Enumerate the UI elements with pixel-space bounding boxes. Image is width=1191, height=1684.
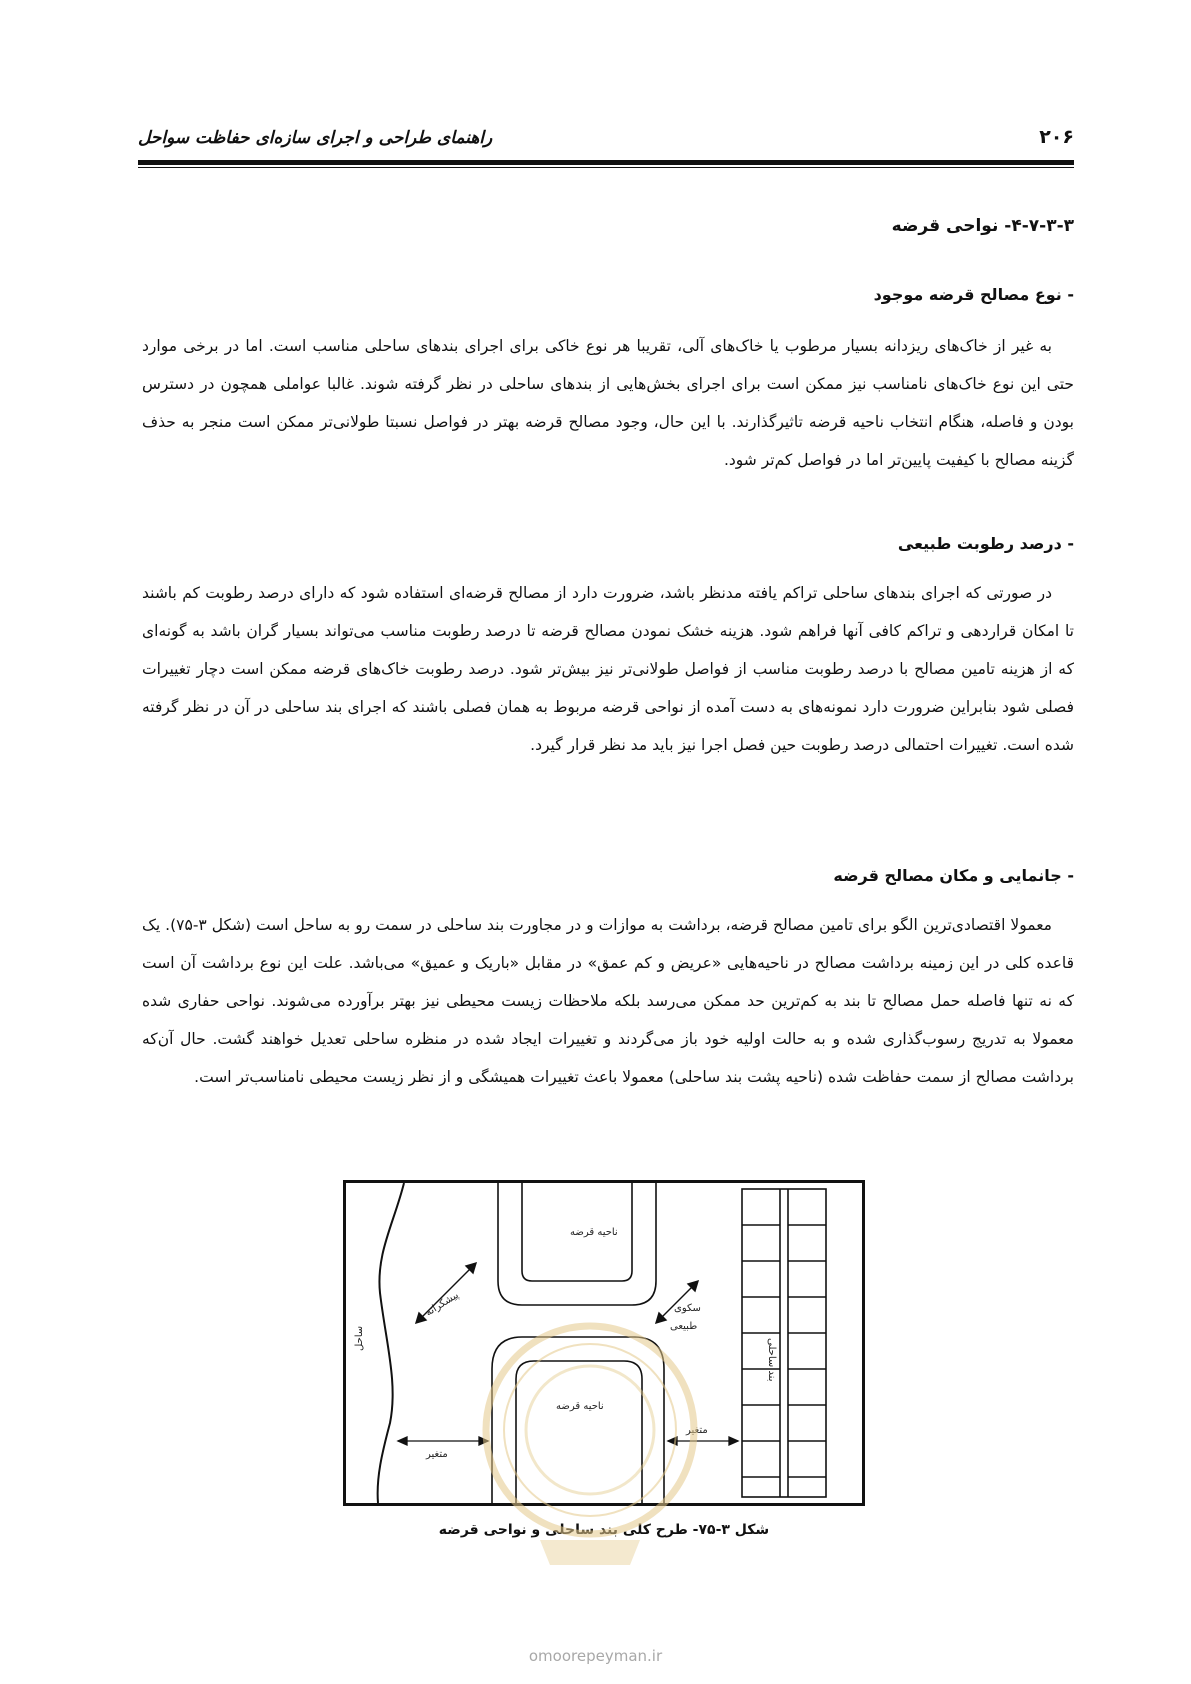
watermark-seal bbox=[470, 1310, 710, 1580]
paragraph-borrow-location: معمولا اقتصادی‌ترین الگو برای تامین مصالح قرضه، برداشت به موازات و در مجاورت بند ساحلی در سمت رو به ساحل است (شکل ۳-۷۵). یک قاعده کلی در این زمینه برداشت مصالح در ناحیه‌هایی «عریض و کم عمق» در مقابل «باریک و عمیق» می‌باشد. علت این نوع برداشت آن است که نه تنها فاصله حمل مصالح تا بند به کم‌ترین حد ممکن می‌رسد بلکه ملاحظات زیست محیطی نیز بهتر برآورده می‌شوند. نواحی حفاری شده معمولا به تدریج رسوب‌گذاری شده و به حالت اولیه خود باز می‌گردند و تغییرات ایجاد شده در منظره ساحلی تعدیل خواهند گشت. حال آن‌که برداشت مصالح از سمت حفاظت شده (ناحیه پشت بند ساحلی) معمولا باعث تغییرات همیشگی و از نظر زیست محیطی نامناسب‌تر است. bbox=[142, 916, 1074, 1086]
label-natural-berm-2: طبیعی bbox=[670, 1321, 698, 1332]
heading-borrow-material-type: - نوع مصالح قرضه موجود bbox=[873, 285, 1074, 304]
borrow-area-top bbox=[498, 1183, 656, 1305]
paragraph-borrow-material-type: به غیر از خاک‌های ریزدانه بسیار مرطوب یا خاک‌های آلی، تقریبا هر نوع خاکی برای اجرای بندهای ساحلی مناسب است. اما در برخی موارد حتی این نوع خاک‌های نامناسب نیز ممکن است برای اجرای بخش‌هایی از بندهای ساحلی در نظر گرفته شوند. غالبا عواملی همچون در دسترس بودن و فاصله، هنگام انتخاب ناحیه قرضه تاثیرگذارند. با این حال، وجود مصالح قرضه بهتر در فواصل نسبتا طولانی‌تر ممکن است منجر به حذف گزینه مصالح با کیفیت پایین‌تر اما در فواصل کم‌تر شود. bbox=[142, 337, 1074, 469]
heading-natural-moisture: - درصد رطوبت طبیعی bbox=[897, 534, 1074, 553]
levee-blocks bbox=[742, 1189, 826, 1497]
page-number: ۲۰۶ bbox=[1039, 126, 1074, 148]
watermark-site: omoorepeyman.ir bbox=[528, 1647, 663, 1665]
label-shoreline: ساحل bbox=[354, 1325, 365, 1351]
label-foreshore: پیشکرانه bbox=[423, 1289, 461, 1319]
label-variable-left: متغیر bbox=[426, 1449, 448, 1460]
header-rule-thick bbox=[138, 160, 1074, 165]
label-borrow-top: ناحیه قرضه bbox=[570, 1227, 618, 1238]
paragraph-natural-moisture: در صورتی که اجرای بندهای ساحلی تراکم یافته مدنظر باشد، ضرورت دارد از مصالح قرضه‌ای استفاده شود که دارای درصد رطوبت کم باشند تا امکان قراردهی و تراکم کافی آنها فراهم شود. هزینه خشک نمودن مصالح قرضه تا درصد رطوبت مناسب می‌تواند بسیار گران باشد به گونه‌ای که از هزینه تامین مصالح با درصد رطوبت مناسب از فواصل طولانی‌تر نیز بیش‌تر شود. درصد رطوبت خاک‌های قرضه ممکن است دچار تغییرات فصلی شود بنابراین ضرورت دارد نمونه‌های به دست آمده از نواحی قرضه مربوط به همان فصلی باشند که اجرای بند ساحلی در آن در نظر گرفته شده است. تغییرات احتمالی درصد رطوبت حین فصل اجرا نیز باید مد نظر قرار گیرد. bbox=[142, 584, 1074, 754]
label-natural-berm-1: سکوی bbox=[674, 1303, 701, 1314]
running-title: راهنمای طراحی و اجرای سازه‌ای حفاظت سواحل bbox=[138, 128, 493, 148]
heading-borrow-location: - جانمایی و مکان مصالح قرضه bbox=[833, 866, 1074, 885]
foreshore-arrow bbox=[416, 1263, 476, 1323]
label-levee: بند ساحلی bbox=[766, 1338, 777, 1382]
shoreline-curve bbox=[378, 1183, 404, 1503]
running-header bbox=[138, 126, 1074, 170]
label-variable-right: متغیر bbox=[686, 1425, 708, 1436]
label-borrow-bottom: ناحیه قرضه bbox=[556, 1401, 604, 1412]
figure-caption: شکل ۳-۷۵- طرح کلی بند ساحلی و نواحی قرضه bbox=[438, 1522, 770, 1538]
header-rule-thin bbox=[138, 167, 1074, 168]
section-title: ۴-۷-۳-۳- نواحی قرضه bbox=[891, 216, 1074, 236]
